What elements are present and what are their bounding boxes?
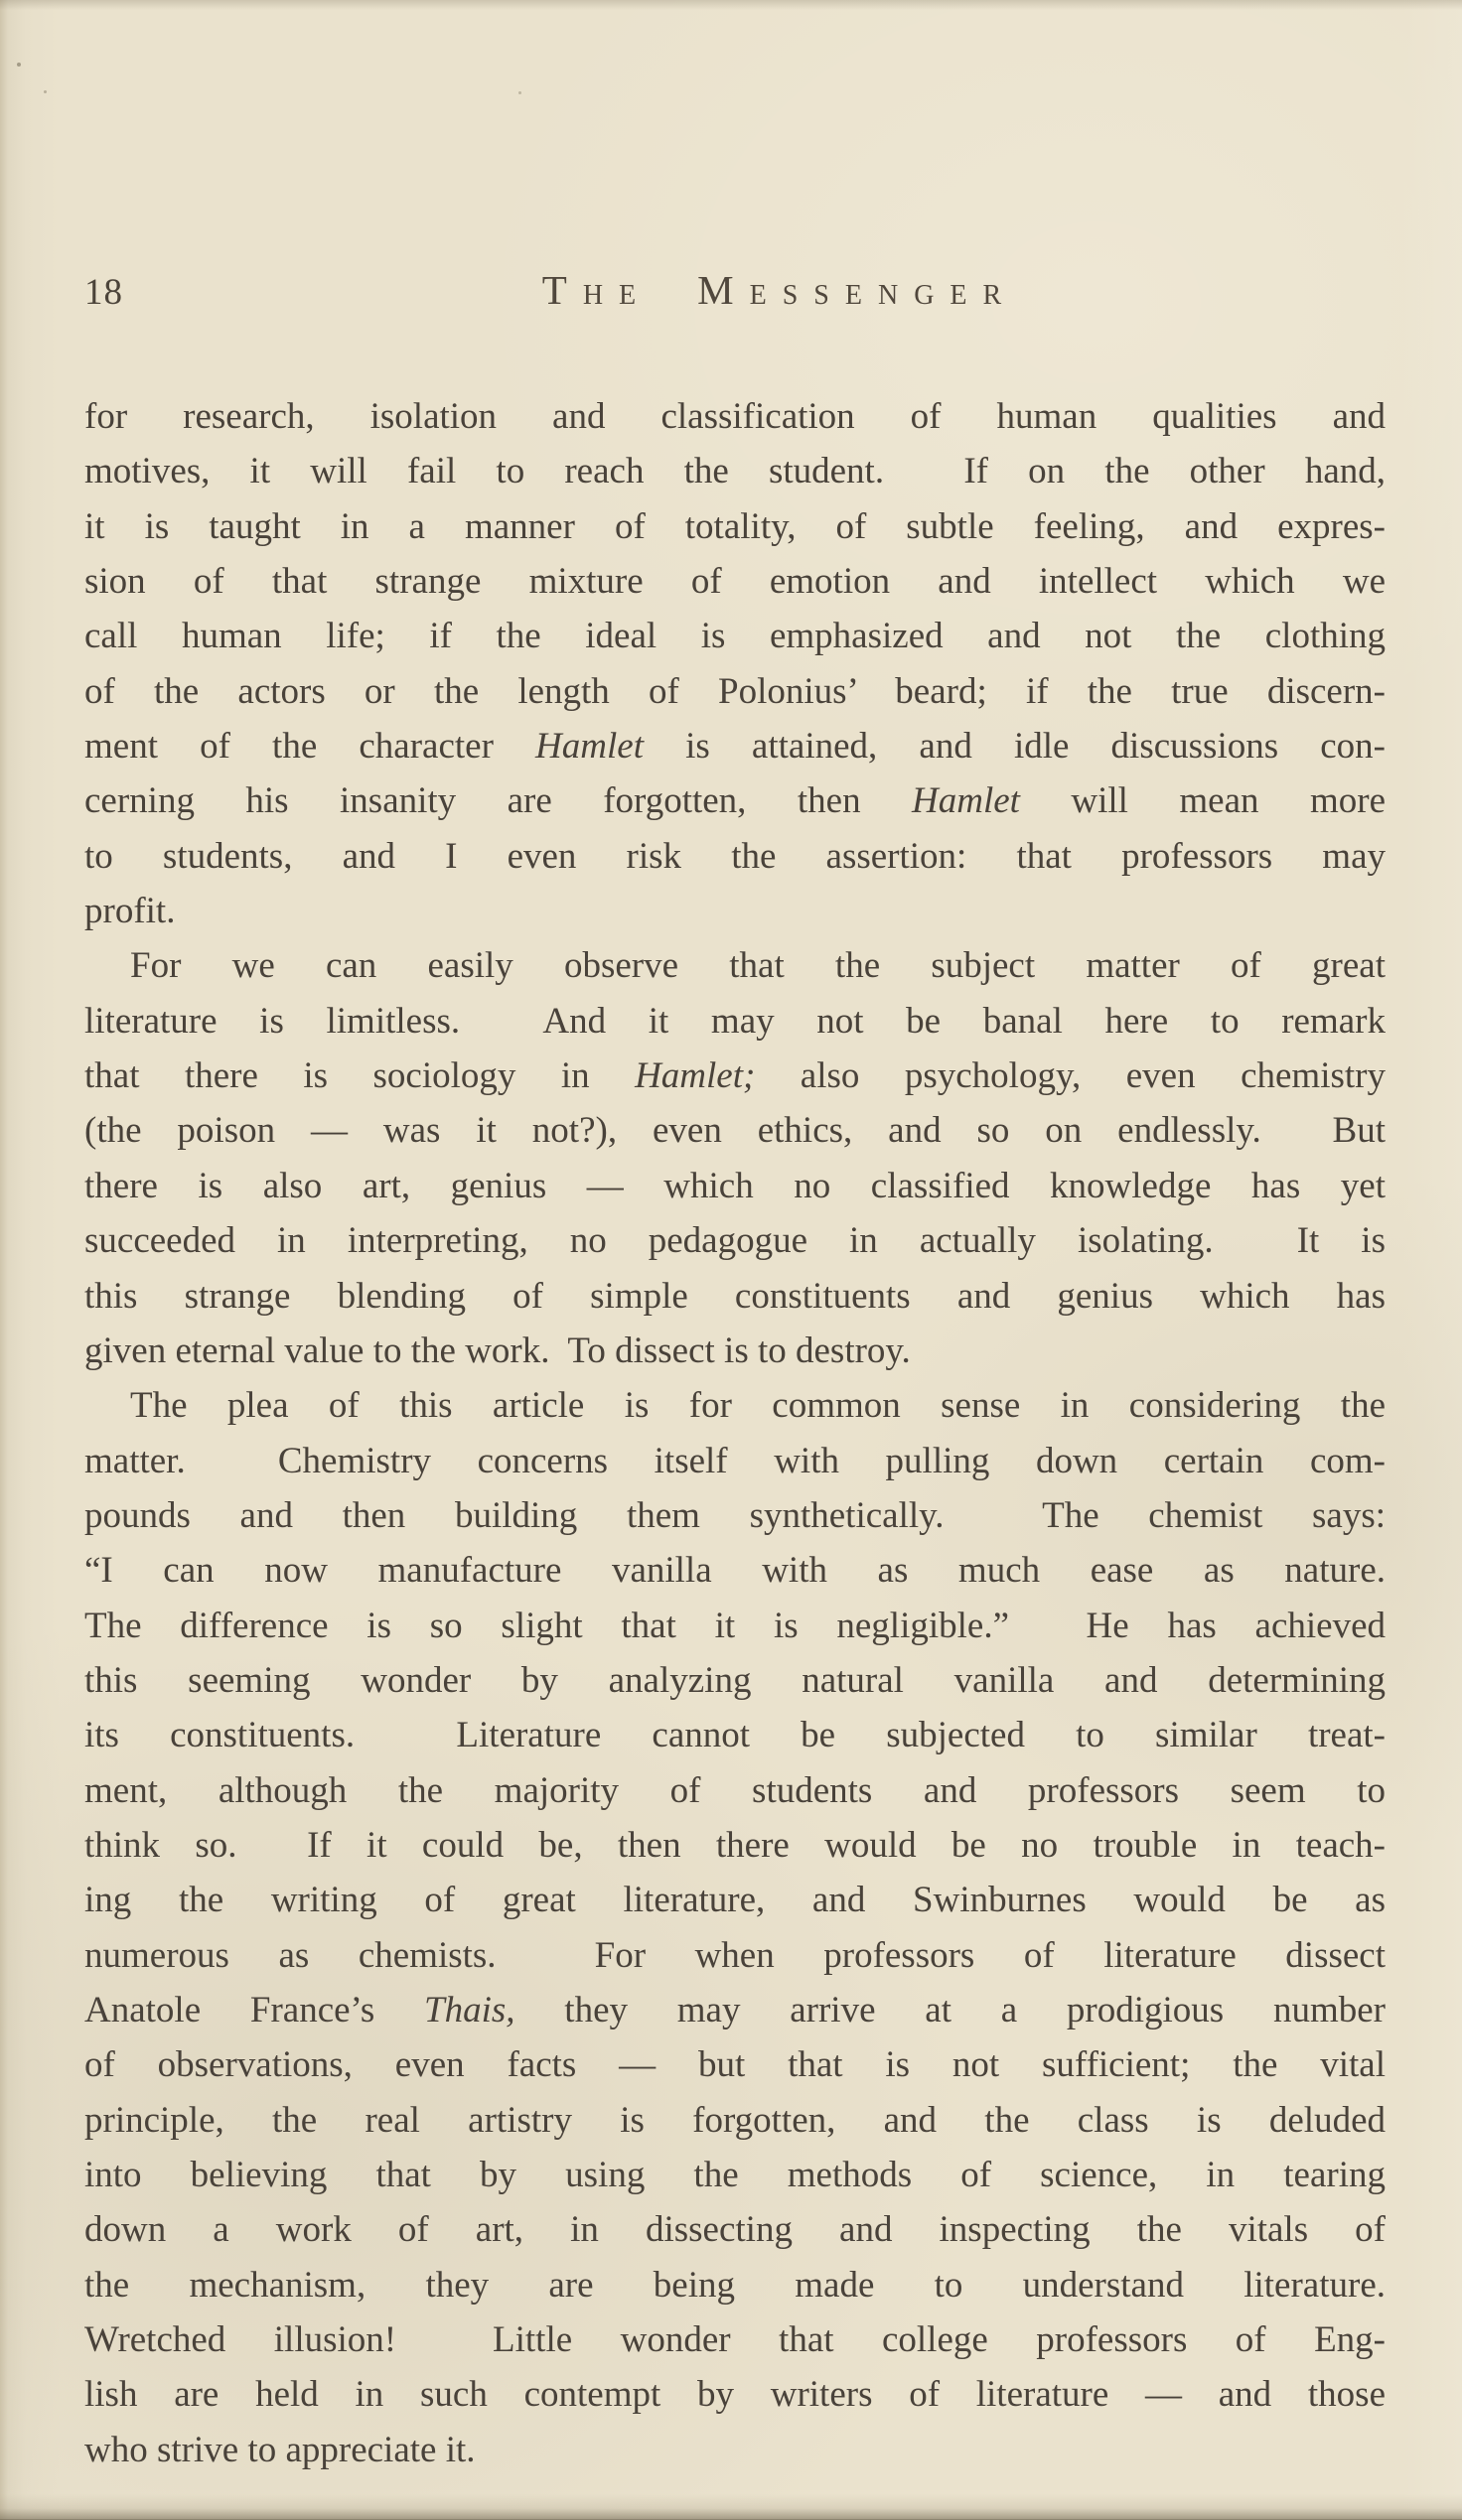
paper-speck xyxy=(17,63,21,67)
text-run: this strange blending of simple constituents and genius which has xyxy=(84,1275,1386,1317)
italic-text-run: Thais, xyxy=(424,1989,515,2030)
text-run: ing the writing of great literature, and Swinburnes would be as xyxy=(84,1880,1386,1921)
page-bottom-edge-shadow xyxy=(0,2494,1462,2520)
text-line xyxy=(84,389,1386,444)
text-run: also psychology, even chemistry xyxy=(755,1055,1386,1097)
text-line xyxy=(84,2367,1386,2422)
text-run: that there is sociology in xyxy=(84,1055,636,1097)
text-line xyxy=(84,1653,1386,1708)
text-line xyxy=(84,664,1386,719)
text-line xyxy=(84,1159,1386,1213)
text-line xyxy=(84,829,1386,884)
page-header xyxy=(84,266,1386,314)
text-line xyxy=(84,2037,1386,2092)
page-number: 18 xyxy=(84,272,123,313)
page-top-edge-shadow xyxy=(0,0,1462,10)
journal-title-word xyxy=(697,266,1017,314)
text-run: they may arrive at a prodigious number xyxy=(514,1989,1386,2030)
title-small-caps: ESSENGER xyxy=(749,280,1018,311)
article-body xyxy=(84,389,1386,2477)
journal-title-word xyxy=(542,266,652,314)
text-run: who strive to appreciate it. xyxy=(84,2429,476,2470)
text-line xyxy=(84,1488,1386,1543)
text-run: is attained, and idle discussions con- xyxy=(643,726,1386,768)
text-line xyxy=(84,1103,1386,1158)
text-line xyxy=(84,2312,1386,2367)
text-run: Wretched illusion! Little wonder that college professors of Eng- xyxy=(84,2319,1386,2361)
text-line xyxy=(84,1213,1386,1268)
text-run: literature is limitless. And it may not be banal here to remark xyxy=(84,1000,1386,1042)
text-run: succeeded in interpreting, no pedagogue in actually isolating. It is xyxy=(84,1220,1386,1262)
text-line xyxy=(84,1049,1386,1103)
text-line xyxy=(84,554,1386,609)
text-run: it is taught in a manner of totality, of subtle feeling, and expres- xyxy=(84,505,1386,547)
text-run: Anatole France’s xyxy=(84,1989,425,2030)
paper-speck xyxy=(518,91,521,94)
text-line xyxy=(84,938,1386,993)
journal-title xyxy=(278,266,1281,314)
text-run: down a work of art, in dissecting and inspecting the vitals of xyxy=(84,2209,1386,2251)
text-line xyxy=(84,1378,1386,1433)
text-line xyxy=(84,773,1386,828)
text-run: ment of the character xyxy=(84,726,536,768)
text-run: call human life; if the ideal is emphasized and not the clothing xyxy=(84,616,1386,657)
title-initial-cap: M xyxy=(697,267,750,313)
text-run: The plea of this article is for common sense in considering the xyxy=(130,1385,1386,1427)
text-line xyxy=(84,1434,1386,1488)
text-run: “I can now manufacture vanilla with as much ease as nature. xyxy=(84,1550,1386,1592)
text-run: into believing that by using the methods of science, in tearing xyxy=(84,2155,1386,2195)
italic-text-run: Hamlet xyxy=(535,726,644,768)
text-line xyxy=(84,2093,1386,2148)
text-run: for research, isolation and classification of human qualities and xyxy=(84,396,1386,437)
text-line xyxy=(84,884,1386,938)
text-line xyxy=(84,1269,1386,1324)
text-line xyxy=(84,1928,1386,1983)
paper-speck xyxy=(44,90,47,93)
text-run: matter. Chemistry concerns itself with pulling down certain com- xyxy=(84,1440,1386,1481)
text-line xyxy=(84,1324,1386,1378)
text-run: think so. If it could be, then there would be no trouble in teach- xyxy=(84,1824,1386,1866)
text-run: of the actors or the length of Polonius’ beard; if the true discern- xyxy=(84,670,1386,712)
text-run: will mean more xyxy=(1019,780,1386,822)
text-run: its constituents. Literature cannot be subjected to similar treat- xyxy=(84,1715,1386,1756)
text-run: lish are held in such contempt by writers of literature — and those xyxy=(84,2374,1386,2416)
text-line xyxy=(84,609,1386,663)
text-line xyxy=(84,1873,1386,1927)
text-run: there is also art, genius — which no classified knowledge has yet xyxy=(84,1165,1386,1206)
text-line xyxy=(84,1818,1386,1873)
text-run: ment, although the majority of students and professors seem to xyxy=(84,1769,1386,1811)
text-run: For we can easily observe that the subject matter of great xyxy=(130,945,1386,987)
text-run: the mechanism, they are being made to understand literature. xyxy=(84,2264,1386,2306)
text-line xyxy=(84,2423,1386,2477)
text-line xyxy=(84,499,1386,554)
text-run: principle, the real artistry is forgotten, and the class is deluded xyxy=(84,2099,1386,2141)
text-line xyxy=(84,2148,1386,2202)
text-run: numerous as chemists. For when professors of literature dissect xyxy=(84,1934,1386,1976)
text-line xyxy=(84,2202,1386,2257)
text-run: given eternal value to the work. To dissect is to destroy. xyxy=(84,1330,911,1371)
text-line xyxy=(84,444,1386,498)
text-run: cerning his insanity are forgotten, then xyxy=(84,780,913,822)
italic-text-run: Hamlet; xyxy=(635,1055,756,1097)
title-small-caps: HE xyxy=(582,280,653,311)
text-line xyxy=(84,1708,1386,1762)
text-line xyxy=(84,1599,1386,1653)
text-line xyxy=(84,1983,1386,2037)
text-run: motives, it will fail to reach the student. If on the other hand, xyxy=(84,451,1386,492)
text-line xyxy=(84,994,1386,1049)
text-line xyxy=(84,719,1386,773)
text-run: this seeming wonder by analyzing natural vanilla and determining xyxy=(84,1659,1386,1701)
italic-text-run: Hamlet xyxy=(912,780,1020,822)
text-run: of observations, even facts — but that is not sufficient; the vital xyxy=(84,2044,1386,2086)
text-line xyxy=(84,1763,1386,1818)
text-run: sion of that strange mixture of emotion and intellect which we xyxy=(84,561,1386,603)
text-run: The difference is so slight that it is negligible.” He has achieved xyxy=(84,1605,1386,1646)
text-line xyxy=(84,2258,1386,2312)
title-initial-cap: T xyxy=(541,267,583,313)
text-line xyxy=(84,1543,1386,1598)
text-run: to students, and I even risk the assertion: that professors may xyxy=(84,835,1386,877)
text-run: profit. xyxy=(84,891,176,932)
text-run: (the poison — was it not?), even ethics, and so on endlessly. But xyxy=(84,1110,1386,1152)
text-run: pounds and then building them synthetically. The chemist says: xyxy=(84,1494,1386,1536)
